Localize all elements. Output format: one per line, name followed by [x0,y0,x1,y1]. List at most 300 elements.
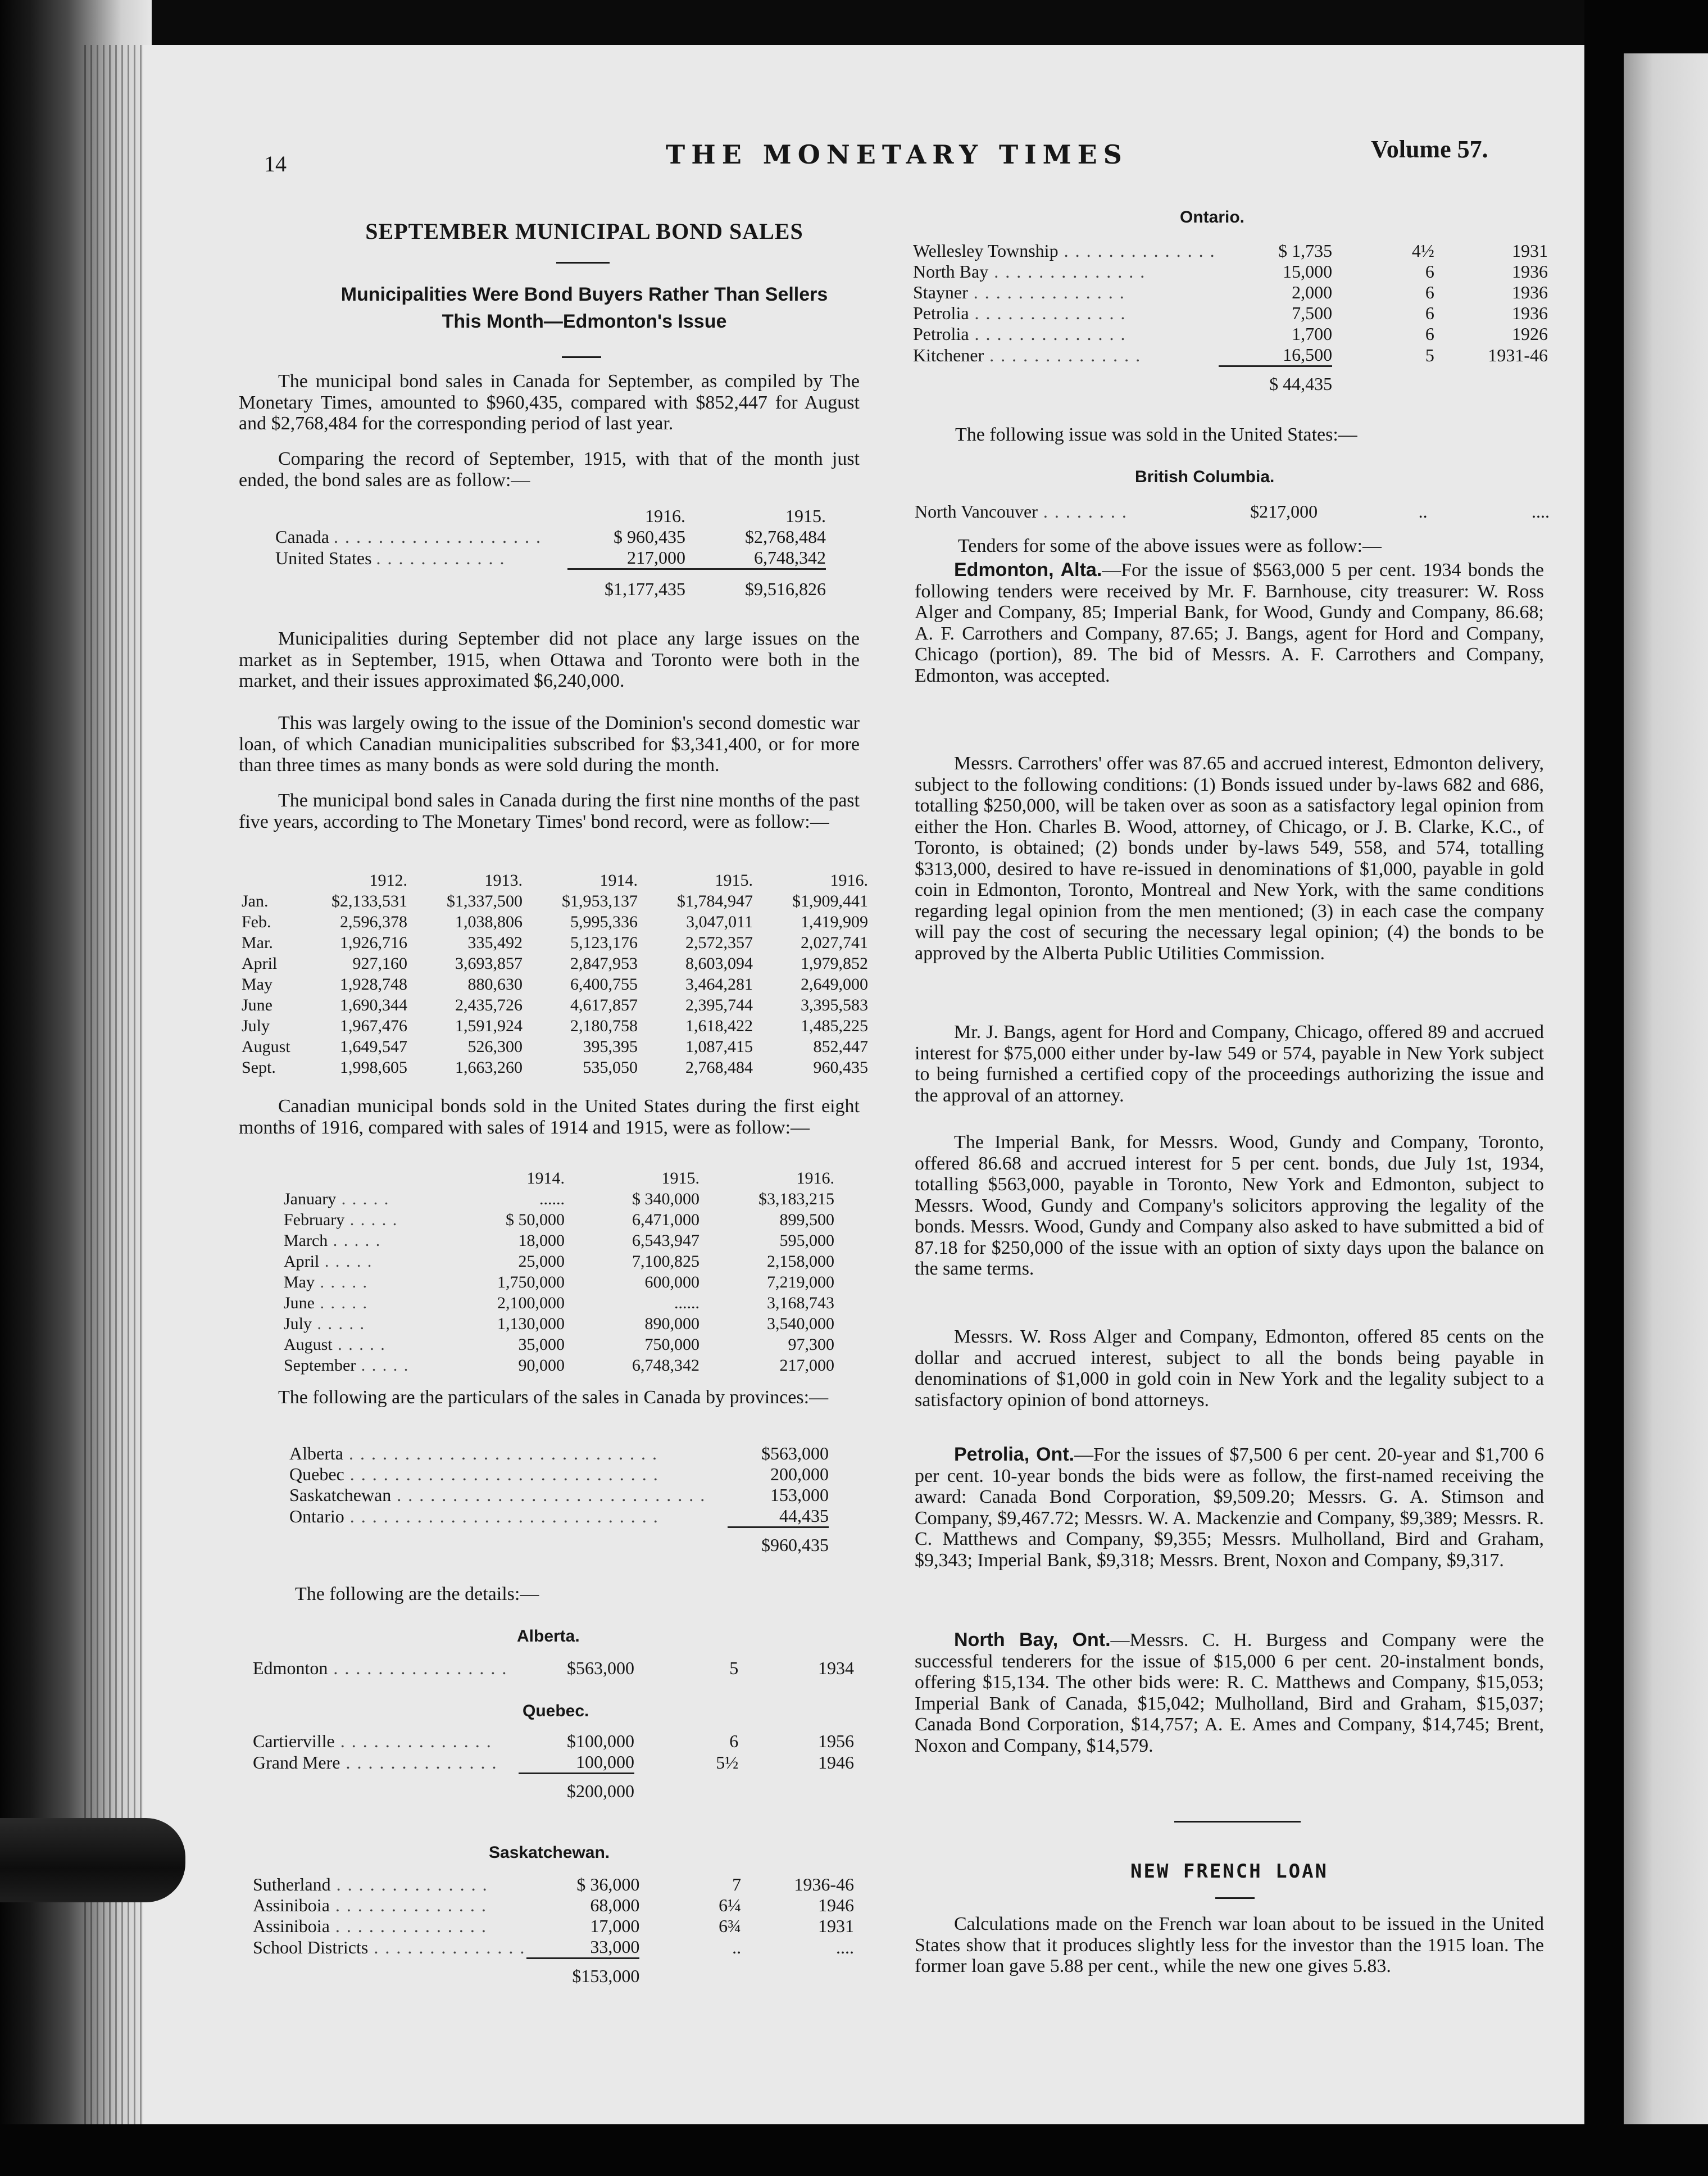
table-row: United States . . . . . . . . . . . . 217,000 6,748,342 [275,547,826,568]
rate-value: 6 [1425,282,1434,302]
totals-row [275,569,826,600]
row-label-cell [913,344,1219,366]
cell-value: $1,784,947 [677,891,753,910]
lead-north-bay: North Bay, Ont. [954,1629,1111,1651]
ontario-body [913,241,1548,366]
table-row [284,1189,834,1209]
table-row [242,974,868,995]
leader-dots: . . . . . [336,1189,390,1208]
totals-row [913,366,1548,395]
us-sales-table [284,1168,834,1376]
row-label: Alberta [289,1443,343,1463]
row-label: Canada [275,527,329,547]
volume-label: Volume 57. [1371,135,1488,163]
maturity-value: 1946 [818,1752,854,1772]
row-label-cell [913,241,1219,261]
leader-dots: . . . . . . . . . . . . . . [969,324,1126,344]
table-row [253,1916,854,1937]
cell-value: 5,995,336 [570,912,638,931]
month-label: Jan. [242,891,269,910]
cell-value: 1,979,852 [801,954,868,973]
cell-value: 6,471,000 [632,1210,699,1229]
cell-value: 8,603,094 [685,954,753,973]
table-row [284,1209,834,1230]
cell-value: 880,630 [467,974,523,994]
lead-petrolia: Petrolia, Ont. [954,1444,1075,1465]
cell-value: 600,000 [644,1272,699,1291]
cell-value: 25,000 [518,1252,565,1271]
col-year: 1912. [369,871,407,890]
article-title: SEPTEMBER MUNICIPAL BOND SALES [365,219,803,244]
lead-edmonton: Edmonton, Alta. [954,559,1102,581]
cell-value: 2,768,484 [685,1058,753,1077]
row-label: Quebec [289,1464,344,1484]
col-year: 1916. [645,506,685,526]
row-label: May [284,1272,315,1291]
table-row [253,1874,854,1895]
cell-value: 35,000 [518,1335,565,1354]
cell-value: 526,300 [467,1037,523,1056]
month-label: April [242,954,278,973]
cell-value: $ 960,435 [614,527,685,547]
cell-value: 927,160 [352,954,407,973]
cell-value: 6,748,342 [632,1356,699,1375]
cell-value: 90,000 [518,1356,565,1375]
paragraph-carrothers: Messrs. Carrothers' offer was 87.65 and accrued interest, Edmonton delivery, subject to the following conditions: (1) Bonds issued under by-laws 682 and 686, totalling $250,000, will be taken over as soon as a satisfactory legal opinion from either the Hon. Charles B. Wood, attorney, of Chicago, or J. B. Clarke, K.C., of Toronto, is obtained; (2) bonds under by-laws 549, 558, and 574, totalling $313,000, desired to have re-issued in denominations of $1,000, payable in gold coin in Edmonton, Toronto, Montreal and New York, with the same conditions regarding legal opinion from the men mentioned; (3) in each case the company will pay the cost of securing the necessary legal opinion; (4) the bonds to be approved by the Alberta Public Utilities Commission. [915,753,1544,964]
amount-value: 100,000 [576,1752,635,1772]
row-label-cell [284,1355,458,1376]
col-year: 1914. [526,1168,565,1187]
paragraph-bangs: Mr. J. Bangs, agent for Hord and Company, Chicago, offered 89 and accrued interest for $75,000 either under by-law 549 or 574, payable in New York subject to being furnished a certified copy of the proceedings authorizing the issue and the approval of an attorney. [915,1022,1544,1106]
section-divider [1174,1821,1301,1823]
table-row [284,1272,834,1293]
cell-value: 852,447 [813,1037,868,1056]
paragraph-compare: Comparing the record of September, 1915, with that of the month just ended, the bond sales are as follow:— [239,448,860,491]
table-row [253,1731,854,1752]
cell-value: ...... [539,1189,565,1208]
total-value: $ 44,435 [1219,366,1332,395]
cell-value: 6,400,755 [570,974,638,994]
rate-value: 7 [732,1874,742,1894]
table-row [242,995,868,1016]
row-label-cell [284,1293,458,1313]
month-label: August [242,1037,290,1056]
month-label: Feb. [242,912,271,931]
table-header-row [242,870,868,891]
maturity-value: 1936-46 [794,1874,854,1894]
cell-value: 960,435 [813,1058,868,1077]
amount-value: 15,000 [1283,261,1333,282]
row-label-cell [284,1230,458,1251]
amount-value: 16,500 [1283,344,1333,365]
cell-value: 1,591,924 [455,1016,523,1035]
cell-value: 217,000 [779,1356,834,1375]
row-label: March [284,1231,328,1250]
row-label-cell [284,1251,458,1272]
five-year-table [242,870,868,1078]
table-row [913,241,1548,261]
paragraph-details: The following are the details:— [295,1584,539,1604]
table-row [289,1506,829,1527]
paragraph-municipalities: Municipalities during September did not place any large issues on the market as in September, 1915, when Ottawa and Toronto were both in the market, and their issues approximated $6,240,000. [239,628,860,691]
table-row [284,1334,834,1355]
bc-body [915,501,1550,522]
us-issue-line: The following issue was sold in the United States:— [955,424,1357,445]
amount-value: 7,500 [1292,303,1333,323]
leader-dots: . . . . . . . . . . . . . . . . . . . . . . . . . . . . [344,1464,659,1484]
cell-value: 2,435,726 [455,995,523,1014]
totals-row [289,1527,829,1556]
leader-dots: . . . . . . . . . . . . . . [334,1731,492,1751]
amount-value: $217,000 [1250,501,1318,522]
leader-dots: . . . . . . . . . . . . . . [967,282,1125,302]
cell-value: 535,050 [583,1058,638,1077]
rate-value: 5½ [716,1752,739,1772]
article-subtitle-1: Municipalities Were Bond Buyers Rather Than Sellers [340,284,828,305]
leader-dots: . . . . . . . . . . . . . . [340,1752,498,1772]
article-subtitle-2: This Month—Edmonton's Issue [442,311,727,332]
table-header-row [284,1168,834,1189]
table-row [913,344,1548,366]
col-year: 1915. [785,506,826,526]
rate-value: .. [732,1937,742,1957]
table-row [242,912,868,932]
table-row [284,1251,834,1272]
table-row [242,1036,868,1057]
cell-value: 750,000 [644,1335,699,1354]
row-label-cell [284,1209,458,1230]
cell-value: 1,038,806 [455,912,523,931]
french-loan-rule [1215,1897,1255,1899]
total-value: $9,516,826 [685,569,826,600]
row-label: July [284,1314,312,1333]
table-row [253,1752,854,1774]
row-label: Assiniboia [253,1916,330,1936]
us-sales-body [284,1189,834,1376]
month-label: Mar. [242,933,273,952]
maturity-value: 1931 [1512,241,1548,261]
rate-value: 6 [1425,303,1434,323]
leader-dots: . . . . . . . . . . . . . . [969,303,1126,323]
row-label-cell [284,1313,458,1334]
cell-value: $1,953,137 [562,891,638,910]
quebec-body [253,1731,854,1774]
row-label: April [284,1252,320,1271]
month-label: July [242,1016,270,1035]
table-row [284,1293,834,1313]
cell-value: 3,540,000 [767,1314,834,1333]
paragraph-provinces: The following are the particulars of the sales in Canada by provinces:— [278,1387,829,1408]
table-row [242,1057,868,1078]
paragraph-five-years: The municipal bond sales in Canada during the first nine months of the past five years, according to The Monetary Times' bond record, were as follow:— [239,790,860,832]
row-label: Petrolia [913,324,969,344]
cell-value: 1,419,909 [801,912,868,931]
leader-dots: . . . . . . . . . . . . . . [368,1937,526,1957]
cell-value: $ 340,000 [632,1189,699,1208]
page-edges [84,45,152,2124]
cell-value: 2,596,378 [340,912,407,931]
rate-value: 4½ [1411,241,1434,261]
row-label-cell [289,1464,728,1485]
rate-value: 6 [729,1731,739,1751]
row-label: School Districts [253,1937,369,1957]
amount-value: 2,000 [1292,282,1333,302]
page-number: 14 [264,151,287,176]
total-value: $1,177,435 [567,569,685,600]
col-year: 1916. [796,1168,834,1187]
cell-value: 2,847,953 [570,954,638,973]
row-label: August [284,1335,333,1354]
section-saskatchewan: Saskatchewan. [489,1843,610,1862]
table-row [913,282,1548,303]
total-value: $960,435 [728,1527,829,1556]
row-label-cell [915,501,1196,522]
row-label-cell [913,303,1219,324]
table-row [913,324,1548,344]
totals-row [253,1959,854,1987]
table-row [289,1464,829,1485]
maturity-value: 1936 [1512,303,1548,323]
table-row [253,1895,854,1916]
running-head: THE MONETARY TIMES [666,139,1128,170]
amount-value: 17,000 [590,1916,640,1936]
bc-table [915,501,1550,522]
row-label: United States [275,547,372,568]
rate-value: 6¼ [719,1895,742,1915]
maturity-value: .... [1532,501,1550,522]
row-label-cell [253,1895,526,1916]
cell-value: 899,500 [779,1210,834,1229]
cell-value: 217,000 [627,547,685,568]
cell-value: 7,100,825 [632,1252,699,1271]
row-label-cell [253,1937,526,1959]
book-clip [0,1818,185,1902]
month-label: Sept. [242,1058,276,1077]
cell-value: 2,649,000 [801,974,868,994]
month-label: May [242,974,272,994]
cell-value: 3,464,281 [685,974,753,994]
amount-value: $ 36,000 [576,1874,640,1894]
cell-value: 1,649,547 [340,1037,407,1056]
maturity-value: 1934 [818,1658,854,1678]
paragraph-imperial: The Imperial Bank, for Messrs. Wood, Gundy and Company, Toronto, offered 86.68 and accrued interest for 5 per cent. bonds, due July 1st, 1934, totalling $563,000, payable in Toronto, New York and Edmonton, subject to Messrs. Wood, Gundy and Company's solicitors approving the legality of the bonds. Messrs. Wood, Gundy and Company also asked to have submitted a bid of 87.18 for $250,000 of the issue with an option of sixty days upon the balance on the same terms. [915,1132,1544,1279]
amount-value: $ 1,735 [1278,241,1333,261]
table-row [289,1485,829,1506]
row-label: Grand Mere [253,1752,340,1772]
table-row [253,1658,854,1679]
cell-value: 44,435 [779,1506,829,1526]
ontario-table [913,241,1548,395]
north-bay-text: —Messrs. C. H. Burgess and Company were the successful tenderers for the issue of $15,000 6 per cent. 20-instalment bonds, offering $15,134. The other bids were: R. C. Matthews and Company, $15,053; Imperial Bank of Canada, $15,042; Mulholland, Bird and Graham, $15,037; Canada Bond Corporation, $14,757; A. E. Ames and Company, $14,745; Brent, Noxon and Company, $14,579. [915,1630,1544,1756]
cell-value: 2,395,744 [685,995,753,1014]
row-label-cell [284,1189,458,1209]
cell-value: 18,000 [518,1231,565,1250]
rate-value: 5 [1425,344,1434,365]
cell-value: 335,492 [467,933,523,952]
cell-value: 2,027,741 [801,933,868,952]
table-row [915,501,1550,522]
leader-dots: . . . . . . . . . . . . . . [330,1874,488,1894]
table-row [284,1355,834,1376]
cell-value: 1,928,748 [340,974,407,994]
leader-dots: . . . . . . . . . . . . . . [988,261,1146,282]
leader-dots: . . . . . . . . . . . . . . [329,1895,487,1915]
saskatchewan-body [253,1874,854,1959]
leader-dots: . . . . . . . . . . . . . . [1058,241,1216,261]
leader-dots: . . . . . . . . . . . . . . . . [328,1658,508,1678]
cell-value: 595,000 [779,1231,834,1250]
maturity-value: 1946 [818,1895,854,1915]
petrolia-text: —For the issues of $7,500 6 per cent. 20-year and $1,700 6 per cent. 10-year bonds the bids were as follow, the first-named receiving the award: Canada Bond Corporation, $9,509.20; Messrs. G. A. Stimson and Company, $9,467.72; Messrs. W. A. Mackenzie and Company, $9,389; Messrs. R. C. Matthews and Company, $9,355; Messrs. Mulholland, Bird and Graham, $9,343; Imperial Bank, $9,318; Messrs. Brent, Noxon and Company, $9,317. [915,1444,1545,1571]
paragraph-french-loan: Calculations made on the French war loan about to be issued in the United States show that it produces slightly less for the investor than the 1915 loan. The former loan gave 5.88 per cent., while the new one gives 5.83. [915,1914,1544,1976]
cell-value: 1,967,476 [340,1016,407,1035]
table-row [242,1016,868,1036]
subtitle-rule [562,356,601,358]
row-label-cell [253,1874,526,1895]
cell-value: 6,543,947 [632,1231,699,1250]
row-label: North Bay [913,261,989,282]
row-label: Stayner [913,282,968,302]
table-row [253,1937,854,1959]
cell-value: 1,485,225 [801,1016,868,1035]
cell-value: 1,750,000 [497,1272,565,1291]
total-value: $153,000 [526,1959,639,1987]
row-label-cell [284,1334,458,1355]
cell-value: 2,572,357 [685,933,753,952]
cell-value: 3,168,743 [767,1293,834,1312]
amount-value: 68,000 [590,1895,640,1915]
french-loan-title: NEW FRENCH LOAN [1130,1860,1329,1883]
col-year: 1914. [599,871,638,890]
cell-value: $1,337,500 [447,891,523,910]
cell-value: 395,395 [583,1037,638,1056]
maturity-value: 1936 [1512,282,1548,302]
table-row [242,953,868,974]
leader-dots: . . . . . [356,1356,410,1375]
section-ontario: Ontario. [1180,208,1245,226]
cell-value: 1,663,260 [455,1058,523,1077]
cell-value: 1,130,000 [497,1314,565,1333]
total-value: $200,000 [519,1774,634,1802]
cell-value: $3,183,215 [758,1189,834,1208]
leader-dots: . . . . . . . . . . . . . . [329,1916,487,1936]
amount-value: 33,000 [590,1937,640,1957]
cell-value: 2,158,000 [767,1252,834,1271]
rate-value: 5 [729,1658,739,1678]
row-label: Assiniboia [253,1895,330,1915]
saskatchewan-table [253,1874,854,1987]
cell-value: 890,000 [644,1314,699,1333]
cell-value: 7,219,000 [767,1272,834,1291]
table-row [242,891,868,912]
leader-dots: . . . . . [344,1210,398,1229]
paragraph-us-sales: Canadian municipal bonds sold in the United States during the first eight months of 1916, compared with sales of 1914 and 1915, were as follow:— [239,1096,860,1138]
row-label-cell [913,324,1219,344]
row-label-cell [289,1506,728,1527]
row-label-cell [913,261,1219,282]
cell-value: $2,768,484 [745,527,826,547]
quebec-table [253,1731,854,1802]
cell-value: 6,748,342 [754,547,826,568]
col-year: 1915. [661,1168,699,1187]
cell-value: 153,000 [770,1485,829,1505]
section-alberta: Alberta. [517,1627,580,1645]
maturity-value: 1926 [1512,324,1548,344]
table-row [242,932,868,953]
col-year: 1915. [715,871,753,890]
paragraph-edmonton [915,560,1544,686]
row-label: September [284,1356,356,1375]
cell-value: 1,690,344 [340,995,407,1014]
row-label: January [284,1189,337,1208]
row-label: Petrolia [913,303,969,323]
col-year: 1916. [830,871,868,890]
five-year-body [242,891,868,1078]
cell-value: 4,617,857 [570,995,638,1014]
table-row [289,1443,829,1464]
amount-value: $100,000 [567,1731,635,1751]
row-label: Sutherland [253,1874,331,1894]
row-label-cell [253,1731,519,1752]
row-label-cell [913,282,1219,303]
maturity-value: 1956 [818,1731,854,1751]
paragraph-alger: Messrs. W. Ross Alger and Company, Edmonton, offered 85 cents on the dollar and accrued interest, subject to all the bonds being payable in denominations of $1,000 in gold coin in New York and the legality subject to a satisfactory opinion of bond attorneys. [915,1326,1544,1411]
leader-dots: . . . . . . . . [1037,501,1128,522]
row-label-cell [253,1916,526,1937]
row-label: Edmonton [253,1658,328,1678]
row-label-cell [289,1485,728,1506]
leader-dots: . . . . . . . . . . . . . . . . . . . . . . . . . . . . [391,1485,706,1505]
cell-value: 2,180,758 [570,1016,638,1035]
maturity-value: 1936 [1512,261,1548,282]
amount-value: $563,000 [567,1658,635,1678]
leader-dots: . . . . . [315,1272,368,1291]
table-row [284,1230,834,1251]
totals-row [253,1774,854,1802]
row-label: June [284,1293,315,1312]
maturity-value: 1931-46 [1488,344,1548,365]
leader-dots: . . . . . . . . . . . . . . [984,344,1142,365]
table-header-row [275,506,826,527]
row-label: Cartierville [253,1731,335,1751]
edmonton-text: —For the issue of $563,000 5 per cent. 1934 bonds the following tenders were received by Mr. F. Barnhouse, city treasurer: W. Ross Alger and Company, 85; Imperial Bank, for Wood, Gundy and Company, 86.68; A. F. Carrothers and Company, 87.65; J. Bangs, agent for Hord and Company, Chicago (portion), 89. The bid of Messrs. A. F. Carrothers and Company, Edmonton, was accepted. [915,560,1544,686]
section-quebec: Quebec. [523,1702,589,1720]
leader-dots: . . . . . [332,1335,386,1354]
cell-value: $563,000 [761,1443,829,1463]
rate-value: 6¾ [719,1916,742,1936]
leader-dots: . . . . . [319,1252,373,1271]
cell-value: 3,395,583 [801,995,868,1014]
paragraph-petrolia [915,1444,1544,1571]
alberta-table [253,1658,854,1679]
cell-value: 3,693,857 [455,954,523,973]
cell-value: $1,909,441 [792,891,868,910]
amount-value: 1,700 [1292,324,1333,344]
leader-dots: . . . . . [315,1293,368,1312]
col-year: 1913. [484,871,523,890]
rate-value: 6 [1425,324,1434,344]
paragraph-north-bay [915,1630,1544,1756]
table-row [284,1313,834,1334]
provinces-table [289,1443,829,1556]
scan-border-bottom [0,2124,1708,2176]
row-label-cell [289,1443,728,1464]
cell-value: 1,998,605 [340,1058,407,1077]
cell-value: 5,123,176 [570,933,638,952]
row-label-cell [253,1658,519,1679]
alberta-body [253,1658,854,1679]
facing-page-edge [1624,53,1708,2127]
